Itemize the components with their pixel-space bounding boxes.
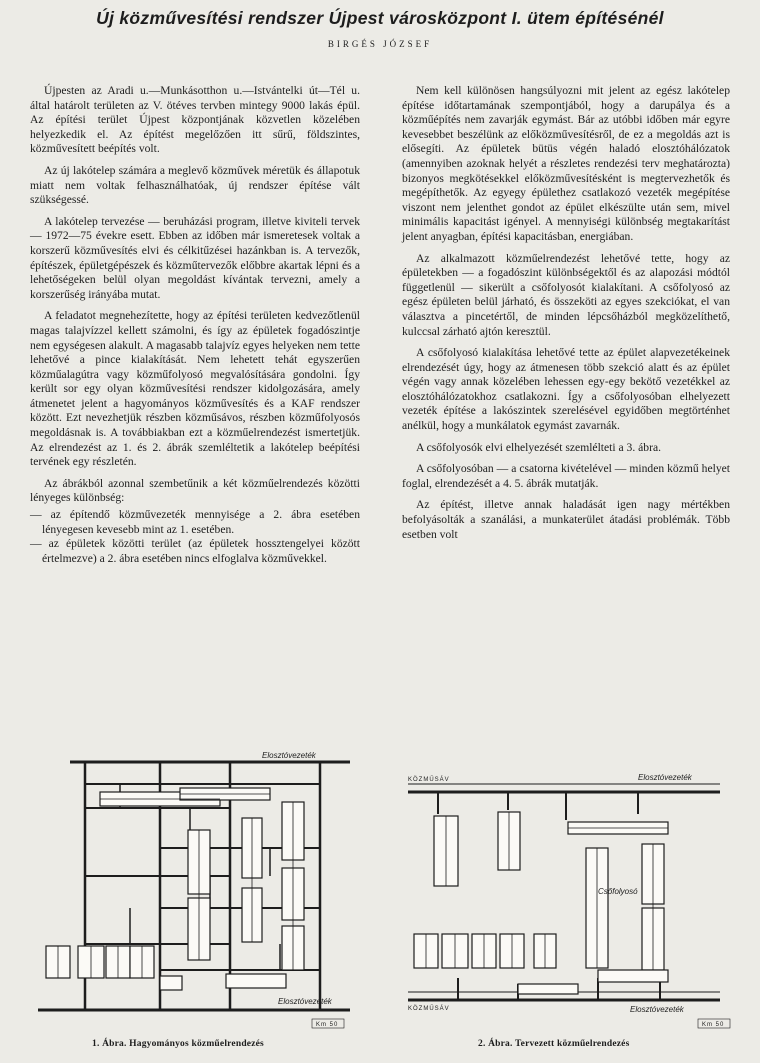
figure-2-caption: 2. Ábra. Tervezett közműelrendezés — [478, 1039, 630, 1049]
right-column — [402, 84, 730, 549]
list-item: — az építendő közművezeték mennyisége a 2. ábra esetében lényegesen kevesebb mint az 1. esetében. — [30, 508, 360, 536]
label-bottom-distribution: Elosztóvezeték — [630, 1005, 684, 1014]
paragraph: A csőfolyosók elvi elhelyezését szemlélteti a 3. ábra. — [416, 440, 661, 454]
label-utility-strip-bottom: KÖZMŰSÁV — [408, 1006, 450, 1012]
figure-2-planned-layout — [398, 748, 738, 1030]
figure-1-caption: 1. Ábra. Hagyományos közműelrendezés — [92, 1039, 264, 1049]
paragraph: Újpesten az Aradi u.—Munkásotthon u.—Istvántelki út—Tél u. által határolt területen az V. ötéves tervben mintegy 9000 lakás épül. Az építési terület Újpest központjának közvetlen közelében helyezkedik el. Az építést megelőzően itt sűrű, földszintes, közművesített beépítés volt. — [30, 84, 360, 156]
figure-stamp: Km 50 — [702, 1022, 725, 1028]
label-pipe-gallery: Csőfolyosó — [598, 887, 638, 896]
paragraph: Nem kell különösen hangsúlyozni mit jelent az egész lakótelep építése időtartamának szempontjából, hogy a darupálya és a közműépítés nem zavarják egymást. Bár az utóbbi időben már egyre kevesebbet beszélünk az előközművesítésről, de ez a megoldás azt is elősegíti. Az épületek bütüs végén haladó elosztóhálózatok (amennyiben azoknak helyét a részletes rendezési terv meghatározta) bizonyos megkötésekkel előközművesítésként is megtervezhetők és megépíthetők. Az egyegy épülethez csatlakozó vezeték megépítése viszont nem jelenthet gondot az épület elkészülte után sem, mivel minimális kapacitást igényel. A mennyiségi különbség megtakarítást jelent anyagban, építési kapacitásban, energiában. — [402, 84, 730, 243]
label-utility-strip-top: KÖZMŰSÁV — [408, 777, 450, 783]
figure-2-drawing — [398, 748, 738, 1030]
list-item: — az épületek közötti terület (az épületek hossztengelyei között értelmezve) a 2. ábra esetében nincs elfoglalva közművekkel. — [30, 537, 360, 565]
left-column — [30, 84, 360, 566]
label-top-distribution: Elosztóvezeték — [262, 751, 316, 760]
paragraph: Az alkalmazott közműelrendezést lehetővé tette, hogy az épületekben — a fogadószint különbségektől és az alapozási módtól függetlenül — sikerült a csőfolyosót kialakítani. A csőfolyosó az egész épületen belül járható, és összeköti az egyes szekciókat, el van választva a pincetértől, de minden lépcsőházból megközelíthető, kulccsal zárható ajtón keresztül. — [402, 251, 730, 338]
figure-stamp: Km 50 — [316, 1022, 339, 1028]
paragraph: Az ábrákból azonnal szembetűnik a két közműelrendezés közötti lényeges különbség: — [30, 476, 360, 505]
figure-1-traditional-layout — [30, 748, 366, 1030]
article-author: BIRGÉS JÓZSEF — [327, 39, 433, 49]
difference-list — [30, 508, 360, 566]
paragraph: A csőfolyosóban — a csatorna kivételével — minden közmű helyet foglal, elrendezését a 4. 5. ábrák mutatják. — [402, 462, 730, 490]
figure-1-drawing — [30, 748, 366, 1030]
paragraph: A csőfolyosó kialakítása lehetővé tette az épület alapvezetékeinek elrendezését úgy, hogy az átmenesen több szekció alatt és az épület végén vagy annak közelében lehessen egy-egy bekötő vezetékkel az elosztóhálózatokhoz csatlakozni. Így a csőfolyosóban elhelyezett vezeték építése a lakószintek szerelésével egyidőben megtörténhet anélkül, hogy a munkálatok egymást zavarnák. — [402, 346, 730, 433]
paragraph: Az új lakótelep számára a meglevő közművek méretük és állapotuk miatt nem voltak felhasználhatóak, új rendszer építése vált szükségessé. — [30, 163, 360, 207]
paragraph: A lakótelep tervezése — beruházási program, illetve kiviteli tervek — 1972—75 évekre esett. Ebben az időben már ismeretesek voltak a korszerű közművesítés elvi és célkitűzései hazánkban is. A tervezők, építészek, épületgépészek és közműtervezők előbbre akartak lépni és a lehetőségeken belül olyan megoldást kívántak tervezni, amely a korszerűség irányába mutat. — [30, 214, 360, 301]
label-top-distribution: Elosztóvezeték — [638, 773, 692, 782]
label-bottom-distribution: Elosztóvezeték — [278, 997, 332, 1006]
paragraph: Az építést, illetve annak haladását igen nagy mértékben befolyásolták a szanálási, a munkaterület átadási problémák. Több esetben volt — [402, 498, 730, 541]
article-title: Új közművesítési rendszer Újpest városközpont I. ütem építésénél — [96, 8, 664, 28]
paragraph: A feladatot megnehezítette, hogy az építési területen kedvezőtlenül magas talajvízzel kellett számolni, és így az épületek fogadószintje nem egységesen alakult. A magasabb talajvíz egyes helyeken nem tette lehetővé a pince kialakítását. Nem lehetett tehát egyszerűen közműalagútra vagy közműfolyosó megvalósítására gondolni. Így került sor egy olyan közművesítési rendszer kidolgozására, amely átmenetet jelent a hagyományos közművesítés és a KAF rendszer között. Ezt nevezhetjük részben közműsávos, részben közműfolyosós megoldásnak is. A továbbiakban ezt a közműelrendezést ismertetjük. Az elrendezést az 1. és 2. ábrák szemléltetik a lakótelep beépítési tervének egy részletén. — [30, 309, 360, 469]
